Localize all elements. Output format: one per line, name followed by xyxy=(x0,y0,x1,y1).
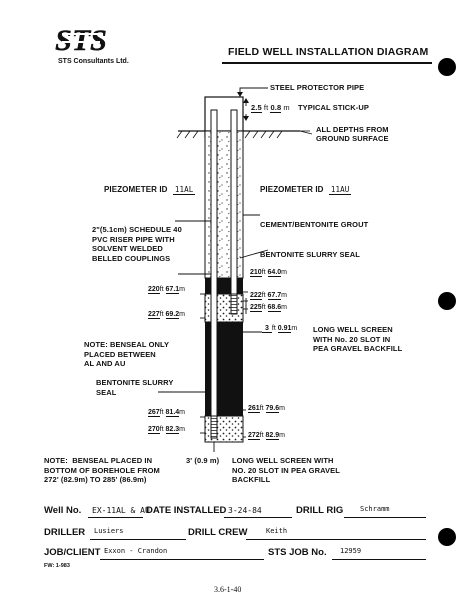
date-installed-value: 3-24-84 xyxy=(228,506,262,515)
stickup-label: TYPICAL STICK-UP xyxy=(297,103,370,112)
depth-210-ft: 210 xyxy=(250,269,262,276)
depth-227 xyxy=(148,311,185,319)
depth-270-ft: 270 xyxy=(148,426,160,433)
form-code: FW: 1-983 xyxy=(44,563,70,569)
ft-unit: ft xyxy=(159,426,164,433)
date-installed-rule xyxy=(224,517,292,518)
ft-unit: ft xyxy=(261,292,266,299)
stickup-m: 0.8 xyxy=(270,103,282,112)
piezometer-left xyxy=(104,185,195,195)
lower-screen-note: LONG WELL SCREEN WITH NO. 20 SLOT IN PEA GRAVEL BACKFILL xyxy=(232,456,340,484)
m-unit: m xyxy=(281,304,287,311)
depth-222-ft: 222 xyxy=(250,292,262,299)
driller-label: DRILLER xyxy=(44,527,86,538)
job-client-value: Exxon - Crandon xyxy=(104,547,168,555)
m-unit: m xyxy=(283,103,290,112)
job-client-label: JOB/CLIENT xyxy=(44,547,101,558)
depth-227-ft: 227 xyxy=(148,311,160,318)
riser-pipe-note: 2"(5.1cm) SCHEDULE 40 PVC RISER PIPE WITH SOLVENT WELDED BELLED COUPLINGS xyxy=(92,225,182,263)
lower-screen-ft: 3' xyxy=(186,456,193,465)
ft-unit: ft xyxy=(159,286,164,293)
bentonite-seal-left-label: BENTONITE SLURRY SEAL xyxy=(96,378,174,397)
m-unit: m xyxy=(281,269,287,276)
lower-screen-m: (0.9 m) xyxy=(194,456,220,465)
drill-rig-value: Schramm xyxy=(360,505,390,513)
depth-222-m: 67.7 xyxy=(267,292,282,299)
drill-crew-rule xyxy=(246,539,426,540)
depth-267-m: 81.4 xyxy=(165,409,180,416)
sts-job-label: STS JOB No. xyxy=(268,547,327,558)
screen-al xyxy=(211,416,217,438)
piezometer-left-id: 11AL xyxy=(174,185,194,194)
m-unit: m xyxy=(179,426,185,433)
m-unit: m xyxy=(179,409,185,416)
ft-unit: ft xyxy=(259,432,264,439)
screen-au xyxy=(231,294,237,314)
drill-crew-label: DRILL CREW xyxy=(188,527,248,538)
field-row-2 xyxy=(44,527,434,539)
well-no-label: Well No. xyxy=(44,505,82,516)
stickup-row xyxy=(251,103,369,113)
depth-225-m: 68.6 xyxy=(267,304,282,311)
depth-261 xyxy=(248,405,285,413)
m-unit: m xyxy=(281,292,287,299)
grout-label: CEMENT/BENTONITE GROUT xyxy=(260,220,369,229)
depth-272 xyxy=(248,432,285,440)
well-no-value: EX-11AL & AU xyxy=(92,506,150,515)
well-no-rule xyxy=(88,517,143,518)
m-unit: m xyxy=(179,286,185,293)
m-unit: m xyxy=(279,432,285,439)
upper-screen-note: LONG WELL SCREEN WITH No. 20 SLOT IN PEA GRAVEL BACKFILL xyxy=(313,325,403,353)
m-unit: m xyxy=(291,325,298,332)
piezometer-left-label: PIEZOMETER ID xyxy=(104,185,168,194)
m-unit: m xyxy=(279,405,285,412)
depth-270 xyxy=(148,426,185,434)
piezometer-right-label: PIEZOMETER ID xyxy=(260,185,324,194)
depth-225-ft: 225 xyxy=(250,304,262,311)
upper-screen-ft: 3 xyxy=(262,325,272,333)
m-unit: m xyxy=(179,311,185,318)
job-client-rule xyxy=(100,559,264,560)
company-name: STS Consultants Ltd. xyxy=(58,58,129,65)
steel-protector-label: STEEL PROTECTOR PIPE xyxy=(270,83,365,92)
field-row-1 xyxy=(44,505,434,517)
depth-220-m: 67.1 xyxy=(165,286,180,293)
drill-crew-value: Keith xyxy=(266,527,288,535)
riser-pipe-al xyxy=(211,110,217,416)
upper-screen-m: 0.91 xyxy=(277,325,292,332)
depth-225 xyxy=(250,304,287,312)
depth-261-ft: 261 xyxy=(248,405,260,412)
ft-unit: ft xyxy=(159,409,164,416)
depth-220-ft: 220 xyxy=(148,286,160,293)
depth-210-m: 64.0 xyxy=(267,269,282,276)
depth-227-m: 69.2 xyxy=(165,311,180,318)
page-title: FIELD WELL INSTALLATION DIAGRAM xyxy=(228,46,429,58)
depth-267 xyxy=(148,409,185,417)
depth-210 xyxy=(250,269,287,277)
driller-rule xyxy=(90,539,186,540)
depth-267-ft: 267 xyxy=(148,409,160,416)
driller-value: Lusiers xyxy=(94,527,124,535)
drill-rig-rule xyxy=(344,517,426,518)
depths-note: ALL DEPTHS FROM GROUND SURFACE xyxy=(316,125,389,143)
benseal-note: NOTE: BENSEAL ONLY PLACED BETWEEN AL AND AU xyxy=(84,340,170,368)
sts-job-value: 12959 xyxy=(340,547,362,555)
drill-rig-label: DRILL RIG xyxy=(296,505,344,516)
depth-222 xyxy=(250,292,287,300)
svg-text:STS: STS xyxy=(55,24,107,57)
lower-screen-length xyxy=(186,456,219,465)
depth-272-m: 82.9 xyxy=(265,432,280,439)
stickup-ft: 2.5 xyxy=(251,103,262,112)
ft-unit: ft xyxy=(259,405,264,412)
depth-261-m: 79.6 xyxy=(265,405,280,412)
depth-270-m: 82.3 xyxy=(165,426,180,433)
sts-job-rule xyxy=(332,559,426,560)
bentonite-seal-right-label: BENTONITE SLURRY SEAL xyxy=(260,250,360,259)
ft-unit: ft xyxy=(261,269,266,276)
date-installed-label: DATE INSTALLED xyxy=(146,505,227,516)
page-number: 3.6-1-40 xyxy=(214,585,242,594)
depth-272-ft: 272 xyxy=(248,432,260,439)
upper-screen-length xyxy=(262,325,297,333)
piezometer-right xyxy=(260,185,351,195)
ft-unit: ft xyxy=(271,325,276,332)
piezometer-right-id: 11AU xyxy=(330,185,350,194)
ft-unit: ft xyxy=(261,304,266,311)
bottom-benseal-note: NOTE: BENSEAL PLACED IN BOTTOM OF BOREHOLE FROM 272' (82.9m) TO 285' (86.9m) xyxy=(44,456,160,484)
field-row-3 xyxy=(44,547,434,559)
ft-unit: ft xyxy=(159,311,164,318)
ft-unit: ft xyxy=(263,103,269,112)
depth-220 xyxy=(148,286,185,294)
riser-pipe-au xyxy=(231,110,237,294)
